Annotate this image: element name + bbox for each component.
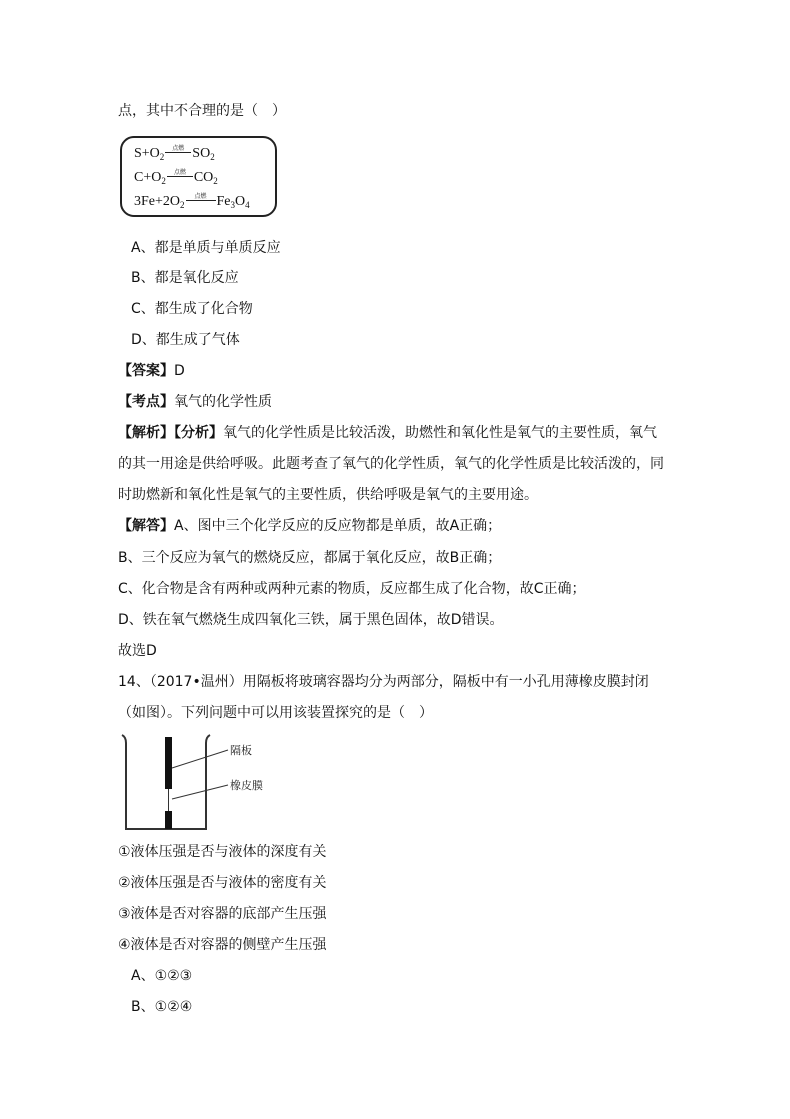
statement-4: ④液体是否对容器的侧壁产生压强 <box>118 937 327 953</box>
answer-line <box>118 361 185 381</box>
answer-value: D <box>174 363 185 379</box>
q13-option-d: D、都生成了气体 <box>131 332 240 348</box>
solution-label: 【解答】 <box>118 518 174 534</box>
equation-3: $3Fe+2O_2$ 点燃 $Fe_3O_4$ <box>134 193 250 210</box>
solution-line-1: 【解答】A、图中三个化学反应的反应物都是单质，故A正确； <box>118 518 502 534</box>
equation-1: $S+O_2$ 点燃 $SO_2$ <box>134 145 215 162</box>
question-intro: 点，其中不合理的是（ ） <box>118 103 286 119</box>
statement-2: ②液体压强是否与液体的密度有关 <box>118 875 327 891</box>
q13-option-b: B、都是氧化反应 <box>131 270 239 286</box>
kaodian-line <box>118 392 272 412</box>
q14-line-2: （如图）。下列问题中可以用该装置探究的是（ ） <box>118 705 433 721</box>
kaodian-value: 氧气的化学性质 <box>174 394 272 410</box>
q13-option-a: A、都是单质与单质反应 <box>131 240 281 256</box>
solution-line-2: B、三个反应为氧气的燃烧反应，都属于氧化反应，故B正确； <box>118 550 502 566</box>
q14-option-b: B、①②④ <box>131 999 193 1015</box>
analysis-line-1: 【解析】【分析】氧气的化学性质是比较活泼，助燃性和氧化性是氧气的主要性质，氧气 <box>118 425 657 441</box>
analysis-line-2: 的其一用途是供给呼吸。此题考查了氧气的化学性质，氧气的化学性质是比较活泼的，同 <box>118 456 664 472</box>
choose-line: 故选D <box>118 643 157 659</box>
statement-3: ③液体是否对容器的底部产生压强 <box>118 906 327 922</box>
beaker-figure <box>118 733 278 833</box>
kaodian-label: 【考点】 <box>118 394 174 410</box>
solution-line-4: D、铁在氧气燃烧生成四氧化三铁，属于黑色固体，故D错误。 <box>118 612 504 628</box>
statement-1: ①液体压强是否与液体的深度有关 <box>118 844 327 860</box>
equation-box <box>120 136 277 217</box>
equation-2: $C+O_2$ 点燃 $CO_2$ <box>134 169 218 186</box>
label-partition: 隔板 <box>230 744 252 757</box>
q14-line-1: 14、（2017•温州）用隔板将玻璃容器均分为两部分，隔板中有一小孔用薄橡皮膜封闭 <box>118 674 649 690</box>
answer-label: 【答案】 <box>118 363 174 379</box>
q13-option-c: C、都生成了化合物 <box>131 301 253 317</box>
analysis-label: 【解析】【分析】 <box>118 425 223 441</box>
q14-option-a: A、①②③ <box>131 968 193 984</box>
label-membrane: 橡皮膜 <box>230 779 263 792</box>
solution-line-3: C、化合物是含有两种或两种元素的物质，反应都生成了化合物，故C正确； <box>118 581 586 597</box>
analysis-line-3: 时助燃新和氧化性是氧气的主要性质，供给呼吸是氧气的主要用途。 <box>118 487 538 503</box>
